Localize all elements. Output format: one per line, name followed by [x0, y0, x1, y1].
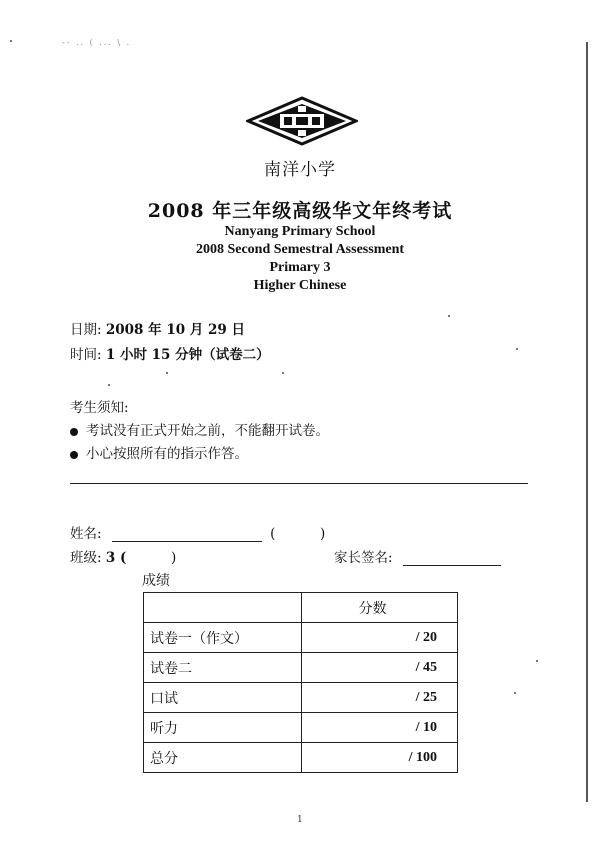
name-paren-close: ) — [320, 526, 326, 542]
school-name-cn: 南洋小学 — [264, 160, 336, 180]
notes-title: 考生须知: — [70, 400, 129, 416]
parent-sign-label: 家长签名: — [334, 550, 393, 566]
row-max: / 20 — [302, 623, 458, 653]
table-header-row — [144, 593, 458, 623]
score-table — [143, 592, 458, 773]
score-title: 成绩 — [142, 573, 170, 589]
scan-speck — [108, 384, 110, 386]
date-label: 日期: — [70, 322, 102, 338]
divider-line — [70, 483, 528, 484]
table-cell — [144, 593, 302, 623]
scan-speck — [282, 372, 284, 374]
assessment-title-en: 2008 Second Semestral Assessment — [195, 242, 405, 257]
score-header: 分数 — [302, 593, 458, 623]
table-row — [144, 683, 458, 713]
time-label: 时间: — [70, 347, 102, 363]
bullet-icon — [70, 451, 78, 459]
table-row — [144, 623, 458, 653]
bullet-icon — [70, 428, 78, 436]
scan-speck — [166, 372, 168, 374]
table-row — [144, 743, 458, 773]
table-row — [144, 713, 458, 743]
scan-speck — [10, 40, 12, 42]
parent-sign-row — [334, 546, 501, 566]
row-max: / 45 — [302, 653, 458, 683]
scan-speck — [514, 692, 516, 694]
row-label: 总分 — [144, 743, 302, 773]
class-field-row — [70, 546, 176, 566]
page-number: 1 — [297, 815, 303, 825]
level-en: Primary 3 — [269, 260, 331, 275]
name-label: 姓名: — [70, 526, 102, 542]
scan-noise-text: -- .. ( ... \ . — [62, 38, 132, 47]
note-item — [70, 442, 248, 462]
row-label: 口试 — [144, 683, 302, 713]
scan-speck — [536, 660, 538, 662]
school-name-en: Nanyang Primary School — [224, 224, 376, 239]
date-value: 2008 年 10 月 29 日 — [105, 322, 246, 338]
row-label: 听力 — [144, 713, 302, 743]
row-label: 试卷二 — [144, 653, 302, 683]
time-value: 1 小时 15 分钟（试卷二） — [105, 347, 270, 363]
subject-en: Higher Chinese — [253, 278, 347, 293]
row-max: / 100 — [302, 743, 458, 773]
parent-sign-field[interactable] — [403, 551, 501, 566]
date-line — [70, 318, 245, 338]
table-row — [144, 653, 458, 683]
note-text: 考试没有正式开始之前，不能翻开试卷。 — [86, 423, 329, 439]
scan-speck — [516, 348, 518, 350]
name-field[interactable] — [112, 527, 262, 542]
row-max: / 25 — [302, 683, 458, 713]
class-value: 3 ( — [105, 550, 127, 566]
class-label: 班级: — [70, 550, 102, 566]
school-logo — [246, 96, 358, 146]
scan-speck — [448, 315, 450, 317]
name-field-row — [70, 522, 325, 542]
exam-title-cn: 2008 年三年级高级华文年终考试 — [147, 200, 453, 222]
row-max: / 10 — [302, 713, 458, 743]
note-text: 小心按照所有的指示作答。 — [86, 446, 248, 462]
note-item — [70, 419, 329, 439]
time-line — [70, 343, 270, 363]
class-paren-close: ) — [170, 550, 177, 566]
row-label: 试卷一（作文） — [144, 623, 302, 653]
name-paren-open: ( — [270, 526, 276, 542]
